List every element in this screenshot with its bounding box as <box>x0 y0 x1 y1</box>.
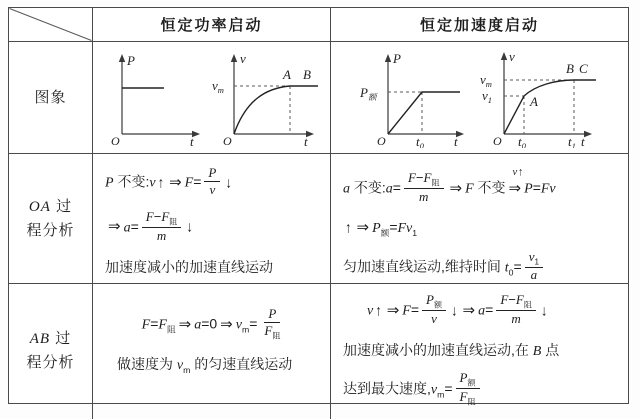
formula-text: 程分析 <box>26 354 75 372</box>
rated-power-label: $P_额$ <box>359 84 376 102</box>
down-arrow-icon: ↓ <box>225 173 232 191</box>
p-axis-label: P <box>126 52 135 68</box>
formula-text: = <box>150 315 159 332</box>
formula-text: = <box>130 218 139 235</box>
formula-line <box>367 294 622 328</box>
implies-arrow-icon: ⇒ <box>386 300 400 319</box>
point-b-label: B <box>302 66 311 82</box>
point-a-label: A <box>529 93 538 109</box>
math-variable: P <box>524 181 533 197</box>
vm-label: $v_m$ <box>211 77 224 95</box>
math-variable: v <box>512 166 518 178</box>
origin-label: O <box>376 133 386 148</box>
formula-text: 加速度减小的加速直线运动 <box>105 258 273 275</box>
math-variable: a <box>123 220 131 236</box>
math-subscript: 0 <box>508 266 514 277</box>
math-variable: B <box>532 343 542 359</box>
t0-label: $t_0$ <box>415 133 424 148</box>
up-arrow-icon: ↑ <box>157 173 165 191</box>
formula-text: = <box>513 258 522 275</box>
fraction-numerator <box>204 166 220 182</box>
fraction-numerator <box>264 307 280 323</box>
math-variable: v <box>235 317 242 333</box>
math-variable: F <box>161 208 170 224</box>
fraction <box>525 250 543 284</box>
formula-text: − <box>415 170 424 185</box>
math-subscript: 额 <box>434 300 443 310</box>
math-variable: AB <box>29 331 51 348</box>
point-a-label: A <box>282 66 291 82</box>
math-subscript: 1 <box>534 257 539 267</box>
formula-line <box>343 218 622 239</box>
math-variable: F <box>500 292 509 307</box>
math-subscript: 阻 <box>431 178 440 188</box>
math-variable: P <box>426 292 434 307</box>
pt-graph-constant-acceleration <box>358 48 472 148</box>
math-variable: F <box>407 170 416 185</box>
math-subscript: 阻 <box>272 331 281 341</box>
math-variable: P <box>105 175 114 191</box>
math-variable: a <box>194 317 202 333</box>
point-c-label: C <box>578 60 588 76</box>
fraction <box>404 171 444 205</box>
origin-label: O <box>222 133 232 148</box>
fraction <box>142 210 182 244</box>
math-subscript: m <box>183 364 191 375</box>
t0-label: $t_0$ <box>517 133 526 148</box>
math-variable: P <box>372 220 381 236</box>
fraction-denominator <box>527 268 542 283</box>
formula-text: = <box>532 179 541 196</box>
formula-text: 的匀速直线运动 <box>190 355 293 372</box>
math-variable: F <box>459 388 468 404</box>
math-variable: v <box>528 248 535 264</box>
oa-analysis-constant-acceleration <box>331 154 628 284</box>
math-variable: F <box>515 292 524 307</box>
fraction <box>456 371 480 407</box>
formula-text: − <box>153 208 162 224</box>
formula-line <box>343 369 622 408</box>
implies-arrow-icon: ⇒ <box>356 217 370 236</box>
fraction-denominator <box>456 389 480 406</box>
math-variable: m <box>511 310 521 326</box>
implies-arrow-icon: ⇒ <box>169 172 182 191</box>
math-subscript: 阻 <box>166 324 176 335</box>
corner-cell <box>9 8 93 42</box>
row-label-graph: 图象 <box>9 42 93 154</box>
implies-arrow-icon: ⇒ <box>220 314 233 333</box>
t-axis-label: t <box>580 133 585 148</box>
header-constant-power: 恒定功率启动 <box>93 8 331 42</box>
origin-label: O <box>110 133 120 148</box>
formula-text: 过 <box>50 197 73 215</box>
formula-line <box>105 167 324 199</box>
table <box>8 7 629 407</box>
math-variable: v <box>149 175 156 191</box>
row-label-ab-analysis <box>9 284 93 419</box>
formula-text: = <box>444 380 453 397</box>
graphs-constant-acceleration <box>331 42 628 154</box>
fraction-denominator <box>205 182 219 197</box>
formula-line <box>343 340 622 360</box>
math-variable: F <box>423 170 432 185</box>
arrow-annotation <box>513 166 525 178</box>
formula-text: − <box>508 292 516 307</box>
v-axis-label: v <box>239 50 246 66</box>
formula-text: 不变 <box>473 179 506 196</box>
t-axis-label: t <box>303 133 308 148</box>
formula-text: = <box>410 301 420 318</box>
math-variable: OA <box>28 198 51 215</box>
formula-text: = <box>389 218 398 235</box>
formula-text: 做速度为 <box>117 355 177 372</box>
ab-analysis-constant-acceleration <box>331 284 628 419</box>
fraction <box>204 166 220 198</box>
fraction-denominator <box>507 311 524 326</box>
down-arrow-icon: ↓ <box>186 218 193 236</box>
formula-text: =0 <box>201 315 218 332</box>
math-subscript: 额 <box>467 378 476 388</box>
math-variable: a <box>385 181 393 197</box>
implies-arrow-icon: ⇒ <box>449 178 463 197</box>
origin-label: O <box>492 133 502 148</box>
fraction-denominator <box>415 189 432 204</box>
row-label-line <box>29 195 72 219</box>
fraction-denominator <box>260 323 284 340</box>
formula-text: 匀加速直线运动,维持时间 <box>343 258 505 275</box>
down-arrow-icon: ↓ <box>451 301 458 319</box>
math-variable: F <box>145 208 154 224</box>
implies-arrow-icon: ⇒ <box>462 300 476 319</box>
math-variable: v <box>176 357 184 373</box>
math-variable: F <box>465 181 474 197</box>
math-subscript: 额 <box>380 227 390 238</box>
math-subscript: 阻 <box>467 397 476 407</box>
math-variable: P <box>268 306 277 321</box>
math-subscript: 阻 <box>169 217 178 227</box>
row-label-line <box>26 219 74 243</box>
fraction-denominator <box>153 228 170 243</box>
oa-analysis-constant-power <box>93 154 331 284</box>
math-variable: F <box>264 322 273 338</box>
physics-comparison-table <box>8 7 629 407</box>
formula-text: 达到最大速度, <box>343 380 431 397</box>
math-variable: v <box>209 181 216 197</box>
header-constant-acceleration: 恒定加速度启动 <box>331 8 628 42</box>
up-arrow-icon: ↑ <box>345 218 352 236</box>
math-variable: F <box>184 175 194 191</box>
t-axis-label: t <box>453 133 458 148</box>
formula-line <box>117 354 324 375</box>
up-arrow-icon: ↑ <box>518 165 524 179</box>
row-label-line <box>26 351 74 375</box>
math-variable: m <box>419 188 429 204</box>
t1-label: $t_1$ <box>567 133 576 148</box>
math-variable: t <box>504 260 509 276</box>
fraction <box>422 293 446 327</box>
fraction <box>496 293 536 327</box>
math-variable: v <box>430 382 438 398</box>
fraction-numerator <box>456 371 480 389</box>
vm-label: $v_m$ <box>479 71 492 89</box>
formula-text: 程分析 <box>26 221 75 239</box>
v-axis-label: v <box>508 48 515 64</box>
math-variable: a <box>478 303 486 319</box>
math-subscript: 1 <box>412 227 418 238</box>
graphs-constant-power <box>93 42 331 154</box>
up-arrow-icon: ↑ <box>375 301 382 319</box>
fraction-numerator <box>525 250 543 268</box>
math-subscript: 阻 <box>523 300 532 310</box>
v1-label: $v_1$ <box>481 87 492 105</box>
formula-line <box>343 248 622 285</box>
point-b-label: B <box>565 60 574 76</box>
implies-with-annotation <box>508 165 524 197</box>
implies-arrow-icon: ⇒ <box>508 178 522 197</box>
vt-graph-constant-power <box>210 48 324 148</box>
math-variable: F <box>141 317 151 333</box>
math-variable: a <box>343 181 350 197</box>
math-variable: a <box>530 267 538 283</box>
math-variable: F <box>158 317 167 333</box>
pt-graph-constant-power <box>100 48 204 148</box>
fraction-numerator <box>404 171 444 189</box>
fraction-numerator <box>142 210 182 228</box>
math-subscript: m <box>241 324 250 335</box>
formula-line <box>105 308 324 342</box>
math-subscript: m <box>437 389 445 400</box>
diagonal-divider <box>9 8 92 41</box>
formula-text: = <box>392 179 401 196</box>
formula-text: 过 <box>50 330 72 348</box>
fraction-denominator <box>427 311 441 326</box>
formula-line <box>105 257 324 277</box>
implies-arrow-icon: ⇒ <box>178 314 192 333</box>
formula-line <box>105 208 324 245</box>
math-variable: Fv <box>540 181 556 197</box>
formula-line <box>343 165 622 206</box>
ab-analysis-constant-power <box>93 284 331 419</box>
formula-text: = <box>193 173 202 190</box>
math-variable: F <box>402 303 411 319</box>
formula-text: = <box>485 301 494 318</box>
p-axis-label: P <box>392 50 401 66</box>
math-variable: P <box>208 165 217 180</box>
down-arrow-icon: ↓ <box>540 301 548 319</box>
formula-text: 不变: <box>113 173 150 190</box>
formula-text: 加速度减小的加速直线运动,在 <box>343 341 533 358</box>
formula-text: 点 <box>541 341 560 358</box>
math-variable: P <box>459 369 468 385</box>
formula-text: = <box>249 315 258 332</box>
fraction-numerator <box>496 293 536 311</box>
row-label-line <box>30 327 72 351</box>
row-label-oa-analysis <box>9 154 93 284</box>
math-variable: v <box>431 310 437 326</box>
math-variable: Fv <box>397 220 413 236</box>
formula-text: 不变: <box>350 179 386 196</box>
math-variable: v <box>367 303 374 319</box>
math-variable: m <box>156 227 167 243</box>
implies-arrow-icon: ⇒ <box>108 217 121 236</box>
fraction <box>260 307 284 341</box>
vt-graph-constant-acceleration <box>478 48 602 148</box>
t-axis-label: t <box>189 133 194 148</box>
fraction-numerator <box>422 293 446 311</box>
